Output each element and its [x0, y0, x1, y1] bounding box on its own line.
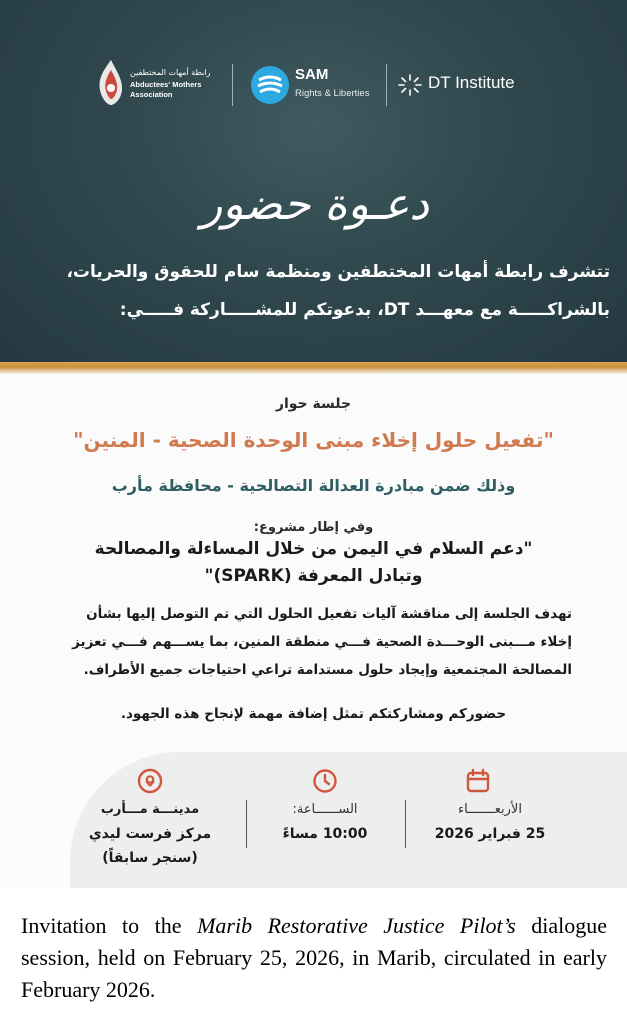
caption-text: Invitation to the: [21, 913, 198, 938]
image-caption: [21, 910, 607, 1006]
date-value: 25 فبراير 2026: [434, 826, 546, 842]
venue-label: مدينـــة مـــأرب: [100, 802, 200, 817]
invitation-calligraphy: دعـوة حضور: [201, 179, 429, 230]
gold-divider-bar: [0, 362, 627, 374]
logo-divider: [386, 64, 387, 106]
intro-line-2: بالشراكـــــة مع معهـــد DT، بدعوتكم للمشـــــاركة فـــــي:: [119, 300, 610, 320]
mothers-association-name-en: Abductees' Mothers: [130, 80, 202, 89]
sam-logo: [251, 62, 381, 108]
date-label: الأربعـــــــاء: [458, 802, 522, 817]
venue-value: مركز فرست ليدي: [88, 826, 212, 842]
sam-tagline: Rights & Liberties: [295, 88, 370, 99]
partner-logos: [0, 58, 627, 112]
details-divider: [405, 800, 406, 848]
calendar-icon: [463, 766, 493, 796]
mothers-association-name-ar: رابطة أمهات المختطفين: [130, 68, 211, 77]
flame-icon: [96, 58, 126, 108]
caption-italic: Marib Restorative Justice Pilot’s: [197, 913, 516, 938]
mothers-association-name-en-2: Association: [130, 90, 173, 99]
project-label: وفي إطار مشروع:: [253, 520, 374, 535]
description-line-3: المصالحة المجتمعية وإيجاد حلول مستدامة تراعي احتياجات جميع الأطراف.: [83, 662, 572, 678]
sunburst-icon: [398, 74, 422, 96]
clock-icon: [310, 766, 340, 796]
logo-divider: [232, 64, 233, 106]
project-name-line-1: "دعم السلام في اليمن من خلال المساءلة والمصالحة: [94, 539, 533, 559]
time-value: 10:00 مساءً: [282, 826, 368, 842]
description-line-2: إخلاء مـــبنى الوحـــدة الصحية فـــي منطقة المنين، بما يســـهم فـــي تعزيز: [72, 634, 572, 650]
mothers-association-logo: [96, 58, 226, 112]
sam-name: SAM: [295, 66, 329, 83]
dt-institute-name: DT Institute: [428, 73, 515, 92]
description-line-1: تهدف الجلسة إلى مناقشة آليات تفعيل الحلول التي تم التوصل إليها بشأن: [86, 606, 572, 622]
time-label: الســــــاعة:: [292, 802, 358, 817]
hands-wave-icon: [251, 66, 289, 104]
session-label: جلسة حوار: [275, 396, 352, 412]
closing-text: حضوركم ومشاركتكم تمثل إضافة مهمة لإنجاح هذه الجهود.: [120, 706, 507, 722]
session-title: "تفعيل حلول إخلاء مبنى الوحدة الصحية - المنين": [73, 428, 554, 452]
dt-institute-logo: [398, 72, 538, 98]
location-pin-icon: [135, 766, 165, 796]
details-divider: [246, 800, 247, 848]
initiative-text: وذلك ضمن مبادرة العدالة التصالحية - محافظة مأرب: [111, 476, 516, 495]
project-name-line-2: وتبادل المعرفة (SPARK)": [204, 566, 423, 586]
venue-value-line-2: (سنجر سابقاً): [102, 850, 198, 866]
intro-line-1: تتشرف رابطة أمهات المختطفين ومنظمة سام للحقوق والحريات،: [66, 262, 610, 282]
caption-text-2: dialogue session, held on February 25, 2026, in Marib, circulated in early February 2026.: [21, 913, 607, 1002]
poster-header: [0, 0, 627, 364]
